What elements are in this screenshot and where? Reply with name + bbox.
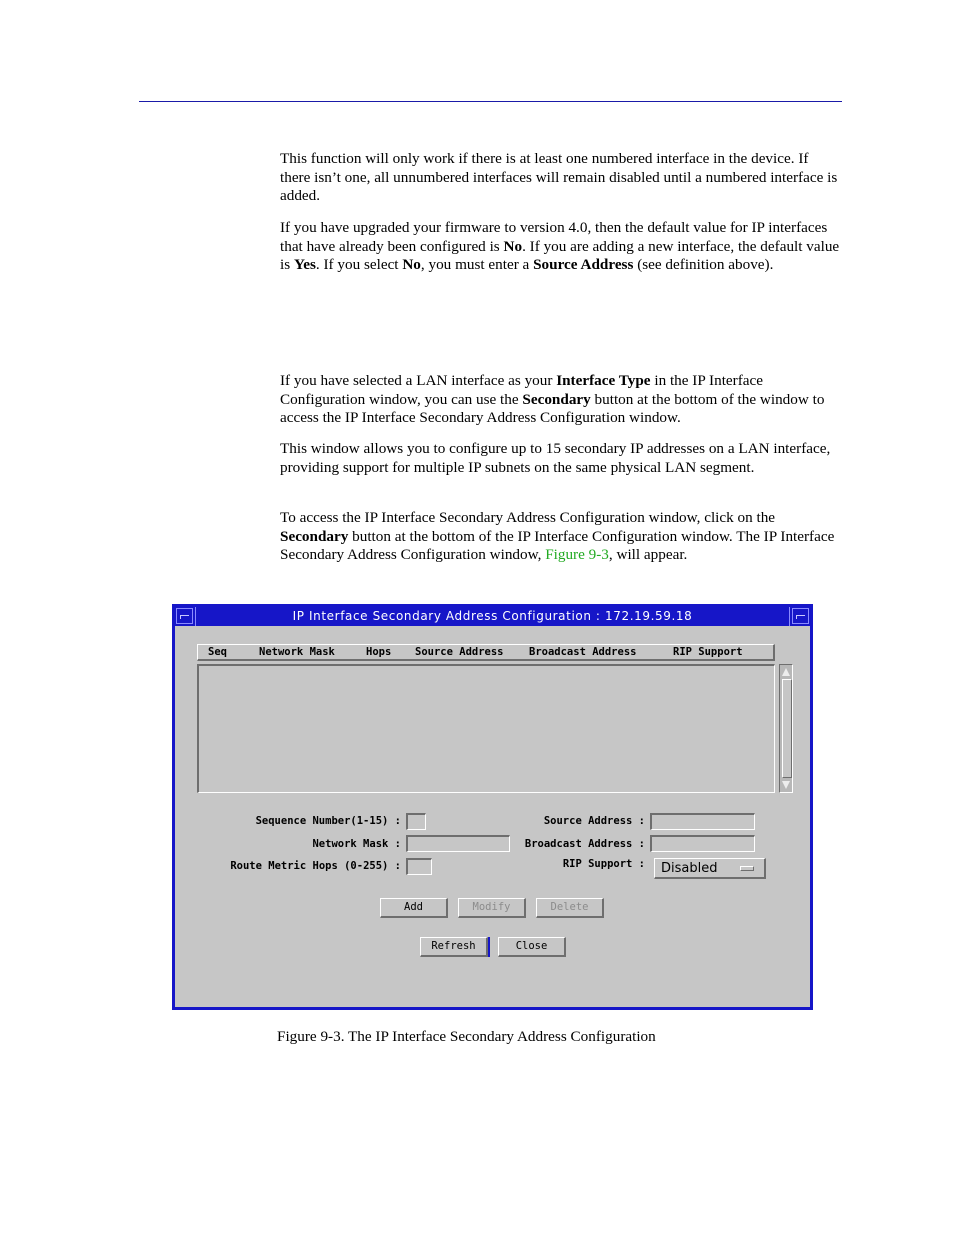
bold-term: Secondary	[280, 527, 349, 545]
source-address-input[interactable]	[650, 813, 755, 830]
bold-term: No	[402, 256, 421, 274]
paragraph-2	[280, 219, 840, 275]
route-metric-hops-label: Route Metric Hops (0-255) :	[230, 860, 401, 872]
text: button at the bottom of the IP Interface Configuration window. The IP Interface Secondary Address Configuration window,	[280, 527, 835, 564]
text: in the IP Interface Configuration window, you can use the	[280, 372, 763, 408]
figure-link[interactable]: Figure 9-3	[545, 546, 609, 564]
text: If you have selected a LAN interface as your	[280, 372, 557, 389]
route-metric-hops-input[interactable]	[406, 858, 432, 875]
text: , you must enter a	[420, 256, 534, 274]
add-button[interactable]: Add	[380, 898, 448, 918]
window-client	[175, 626, 810, 1007]
sequence-number-input[interactable]	[406, 813, 426, 830]
paragraph-3	[280, 372, 840, 428]
source-address-label: Source Address :	[543, 815, 645, 827]
text: (see definition above).	[633, 256, 774, 274]
list-scrollbar[interactable]	[779, 664, 793, 793]
paragraph-5	[280, 509, 840, 565]
text: . If you are adding a new interface, the default value is	[280, 237, 840, 274]
bold-term: Yes	[293, 256, 316, 274]
option-menu-icon	[740, 866, 754, 871]
broadcast-address-label: Broadcast Address :	[524, 838, 645, 850]
network-mask-input[interactable]	[406, 835, 510, 852]
rip-support-label: RIP Support :	[562, 858, 645, 870]
network-mask-label: Network Mask :	[312, 838, 401, 850]
secondary-address-window	[172, 604, 813, 1010]
text: . If you select	[315, 256, 403, 274]
column-header-network-mask: Network Mask	[259, 646, 335, 658]
scroll-thumb[interactable]	[782, 679, 792, 778]
column-header-hops: Hops	[366, 646, 392, 658]
modify-button[interactable]: Modify	[458, 898, 526, 918]
bold-term: Source Address	[533, 256, 634, 274]
column-header-rip-support: RIP Support	[673, 646, 743, 658]
scroll-up-icon[interactable]	[782, 668, 790, 676]
bold-term: No	[503, 237, 523, 255]
text: button at the bottom of the window to access the IP Interface Secondary Address Configuration window.	[280, 390, 825, 427]
text: If you have upgraded your firmware to version 4.0, then the default value for IP interfaces that have already been configured is	[280, 219, 828, 255]
broadcast-address-input[interactable]	[650, 835, 755, 852]
delete-button[interactable]: Delete	[536, 898, 604, 918]
scroll-down-icon[interactable]	[782, 781, 790, 789]
header-rule	[139, 101, 842, 102]
paragraph-1: This function will only work if there is at least one numbered interface in the device. If there isn’t one, all unnumbered interfaces will remain disabled until a numbered interface is added.	[280, 150, 838, 205]
bold-term: Interface Type	[556, 372, 651, 389]
text: To access the IP Interface Secondary Address Configuration window, click on the	[280, 509, 776, 526]
refresh-button[interactable]: Refresh	[420, 937, 488, 957]
column-header-seq: Seq	[208, 646, 227, 658]
paragraph-4: This window allows you to configure up to 15 secondary IP addresses on a LAN interface, providing support for multiple IP subnets on the same physical LAN segment.	[280, 440, 831, 476]
title-bar[interactable]	[175, 607, 810, 626]
bold-term: Secondary	[522, 390, 591, 408]
figure-caption: Figure 9-3. The IP Interface Secondary Address Configuration	[277, 1028, 656, 1045]
window-menu-icon[interactable]	[176, 608, 193, 624]
text: , will appear.	[608, 546, 688, 564]
column-header-source-address: Source Address	[415, 646, 504, 658]
sequence-number-label: Sequence Number(1-15) :	[255, 815, 401, 827]
rip-support-select[interactable]	[654, 858, 766, 879]
close-button[interactable]: Close	[498, 937, 566, 957]
window-title: IP Interface Secondary Address Configuration : 172.19.59.18	[195, 607, 790, 626]
list-header	[197, 644, 775, 661]
secondary-address-list[interactable]	[197, 664, 775, 793]
column-header-broadcast-address: Broadcast Address	[529, 646, 637, 658]
minimize-icon[interactable]	[792, 608, 809, 624]
rip-support-value: Disabled	[661, 861, 718, 876]
